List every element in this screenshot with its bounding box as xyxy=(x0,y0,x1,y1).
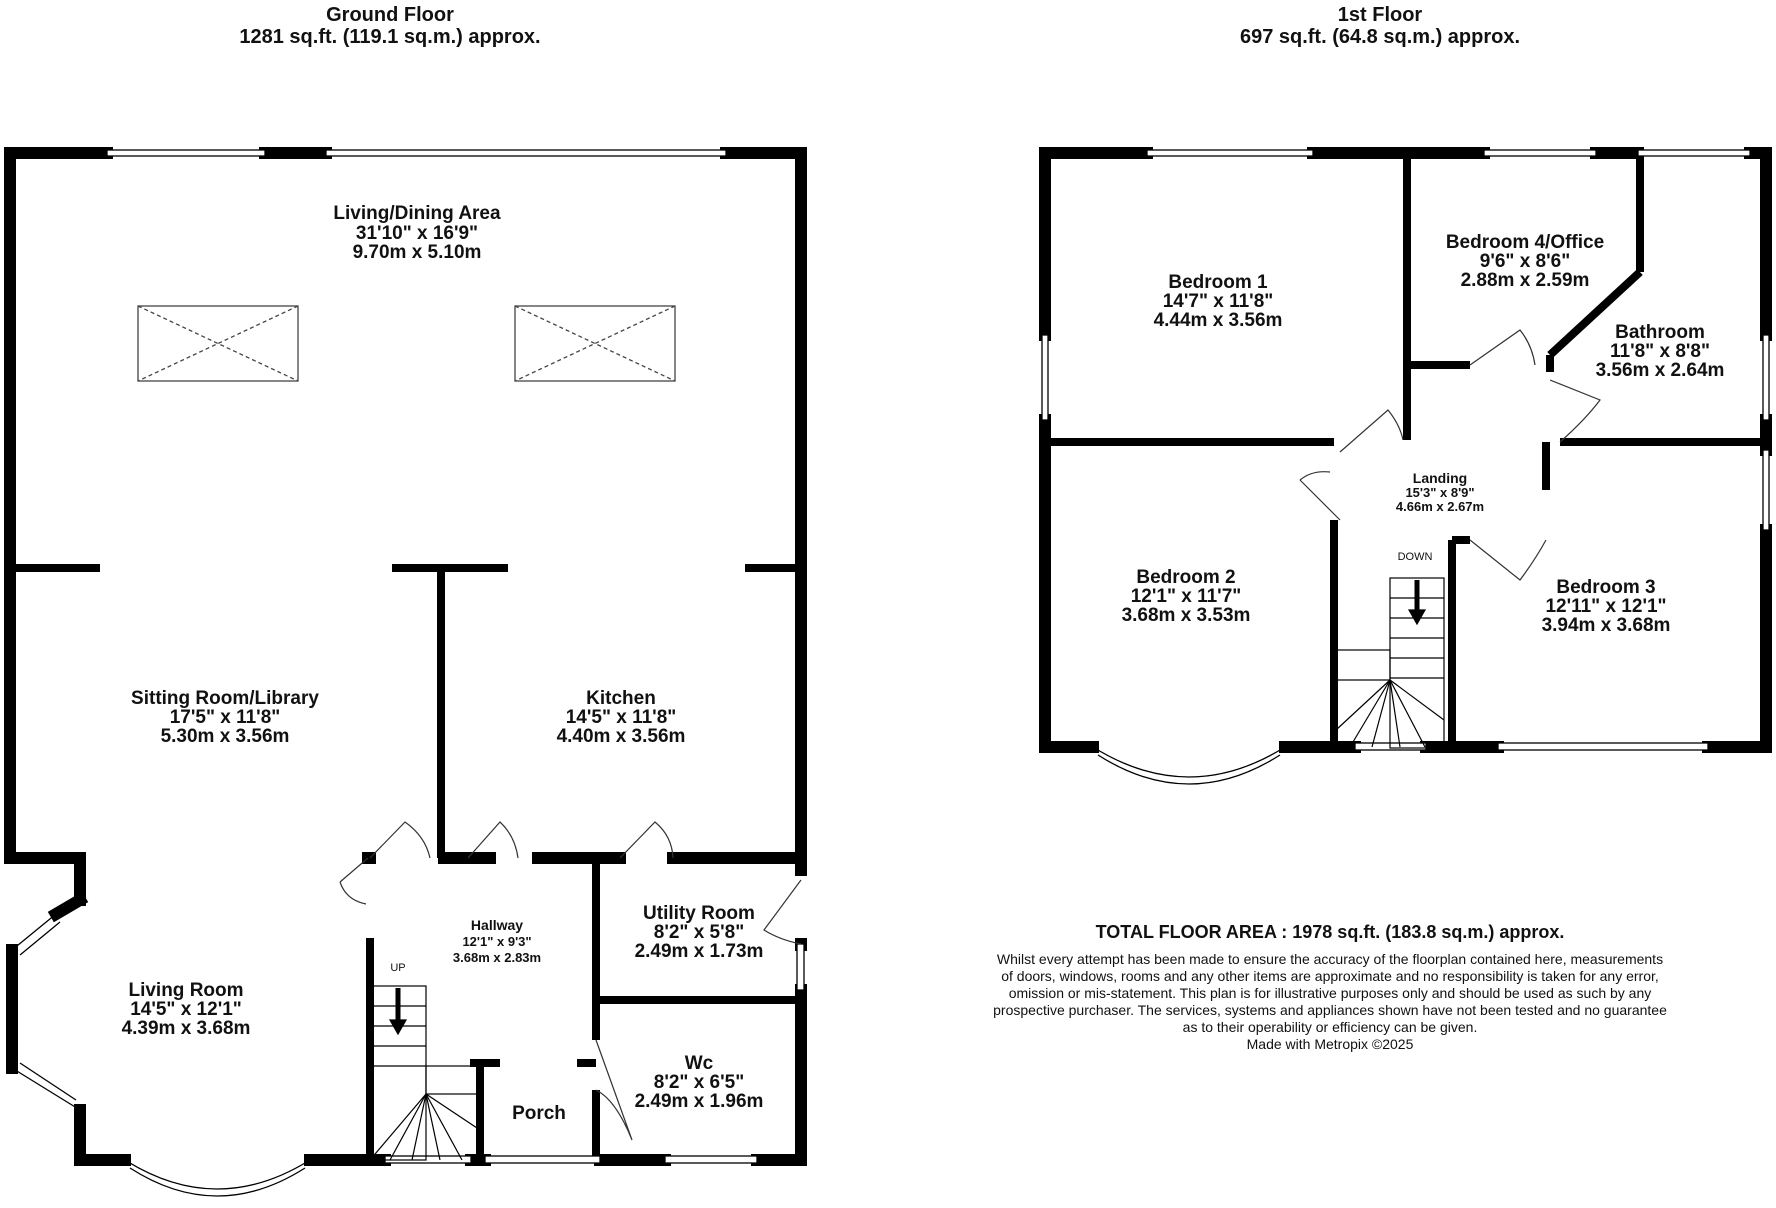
svg-text:4.39m x 3.68m: 4.39m x 3.68m xyxy=(121,1018,251,1039)
svg-text:8'2" x 5'8": 8'2" x 5'8" xyxy=(653,922,745,943)
room-label-wc xyxy=(635,1053,764,1112)
disclaimer-line: prospective purchaser. The services, systems and appliances shown have not been tested and no guarantee xyxy=(993,1002,1667,1018)
room-label-living-room xyxy=(122,980,251,1039)
room-label-porch: Porch xyxy=(512,1103,566,1124)
svg-text:12'1" x 9'3": 12'1" x 9'3" xyxy=(462,934,532,949)
svg-text:15'3" x 8'9": 15'3" x 8'9" xyxy=(1405,485,1475,500)
svg-text:Living/Dining Area: Living/Dining Area xyxy=(333,203,501,224)
svg-text:9.70m x 5.10m: 9.70m x 5.10m xyxy=(352,242,482,263)
svg-text:Utility Room: Utility Room xyxy=(643,903,755,924)
svg-text:Sitting Room/Library: Sitting Room/Library xyxy=(131,688,319,709)
room-label-kitchen xyxy=(557,688,686,747)
first-floor-title: 1st Floor xyxy=(1337,4,1423,26)
svg-text:Kitchen: Kitchen xyxy=(586,688,656,709)
room-label-utility-room xyxy=(635,903,764,962)
room-label-bedroom-2 xyxy=(1122,567,1251,626)
svg-text:2.88m x 2.59m: 2.88m x 2.59m xyxy=(1460,270,1590,291)
room-label-hallway xyxy=(453,917,541,965)
room-label-bedroom-3 xyxy=(1542,577,1671,636)
svg-text:Bedroom 1: Bedroom 1 xyxy=(1168,272,1268,293)
svg-text:Wc: Wc xyxy=(684,1053,714,1074)
svg-text:3.94m x 3.68m: 3.94m x 3.68m xyxy=(1541,615,1671,636)
ground-floor-title: Ground Floor xyxy=(326,4,454,26)
skylights xyxy=(138,306,675,381)
disclaimer xyxy=(970,951,1690,1053)
svg-text:Bedroom 2: Bedroom 2 xyxy=(1136,567,1236,588)
svg-text:8'2" x 6'5": 8'2" x 6'5" xyxy=(653,1072,745,1093)
svg-text:17'5" x 11'8": 17'5" x 11'8" xyxy=(169,707,281,728)
credit: Made with Metropix ©2025 xyxy=(1246,1036,1414,1052)
svg-text:14'5" x 12'1": 14'5" x 12'1" xyxy=(130,999,242,1020)
ground-floor-area: 1281 sq.ft. (119.1 sq.m.) approx. xyxy=(239,26,541,48)
stairs-up-label: UP xyxy=(390,962,406,974)
ground-floor-walls xyxy=(10,153,801,1160)
svg-text:2.49m x 1.96m: 2.49m x 1.96m xyxy=(634,1091,764,1112)
room-label-sitting-room xyxy=(131,688,319,747)
svg-text:Bedroom 4/Office: Bedroom 4/Office xyxy=(1445,232,1605,253)
svg-text:Bedroom 3: Bedroom 3 xyxy=(1556,577,1656,598)
svg-text:4.40m x 3.56m: 4.40m x 3.56m xyxy=(556,726,686,747)
ground-floor-plan xyxy=(10,150,804,1196)
svg-text:14'5" x 11'8": 14'5" x 11'8" xyxy=(565,707,677,728)
disclaimer-line: Whilst every attempt has been made to ensure the accuracy of the floorplan contained here, measurements xyxy=(996,951,1664,967)
first-floor-staircase xyxy=(1336,578,1444,748)
svg-text:3.68m x 2.83m: 3.68m x 2.83m xyxy=(452,950,542,965)
svg-text:11'8" x 8'8": 11'8" x 8'8" xyxy=(1610,341,1710,362)
ground-floor-staircase xyxy=(370,986,480,1160)
svg-text:9'6" x 8'6": 9'6" x 8'6" xyxy=(1479,251,1571,272)
disclaimer-line: of doors, windows, rooms and any other items are approximate and no responsibility is taken for any error, xyxy=(1001,968,1659,984)
svg-text:Living Room: Living Room xyxy=(128,980,244,1001)
svg-text:14'7" x 11'8": 14'7" x 11'8" xyxy=(1162,291,1274,312)
svg-text:Landing: Landing xyxy=(1412,470,1468,486)
svg-text:4.44m x 3.56m: 4.44m x 3.56m xyxy=(1153,310,1283,331)
room-label-landing xyxy=(1396,470,1484,514)
floorplan-notes xyxy=(970,922,1690,1053)
svg-text:Bathroom: Bathroom xyxy=(1615,322,1705,343)
room-label-living-dining xyxy=(333,203,501,263)
svg-text:12'11" x 12'1": 12'11" x 12'1" xyxy=(1545,596,1667,617)
ground-floor-windows xyxy=(12,150,804,1196)
svg-text:12'1" x 11'7": 12'1" x 11'7" xyxy=(1130,586,1242,607)
svg-text:31'10" x 16'9": 31'10" x 16'9" xyxy=(355,223,479,244)
svg-text:4.66m x 2.67m: 4.66m x 2.67m xyxy=(1395,499,1485,514)
svg-text:2.49m x 1.73m: 2.49m x 1.73m xyxy=(634,941,764,962)
room-label-bedroom-1 xyxy=(1154,272,1283,331)
svg-text:3.56m x 2.64m: 3.56m x 2.64m xyxy=(1595,360,1725,381)
room-label-bathroom xyxy=(1596,322,1725,381)
svg-text:5.30m x 3.56m: 5.30m x 3.56m xyxy=(160,726,290,747)
disclaimer-line: omission or mis-statement. This plan is for illustrative purposes only and should be used as such by any xyxy=(1008,985,1652,1001)
stairs-down-label: DOWN xyxy=(1397,551,1433,563)
first-floor-area: 697 sq.ft. (64.8 sq.m.) approx. xyxy=(1239,26,1521,48)
svg-text:Hallway: Hallway xyxy=(470,917,524,933)
first-floor-plan xyxy=(1042,150,1769,784)
disclaimer-line: as to their operability or efficiency can be given. xyxy=(1182,1019,1478,1035)
first-floor-partitions xyxy=(1045,158,1766,747)
total-floor-area: TOTAL FLOOR AREA : 1978 sq.ft. (183.8 sq.m.) approx. xyxy=(1095,922,1565,942)
svg-text:3.68m x 3.53m: 3.68m x 3.53m xyxy=(1121,605,1251,626)
room-label-bedroom-4-office xyxy=(1446,232,1604,291)
